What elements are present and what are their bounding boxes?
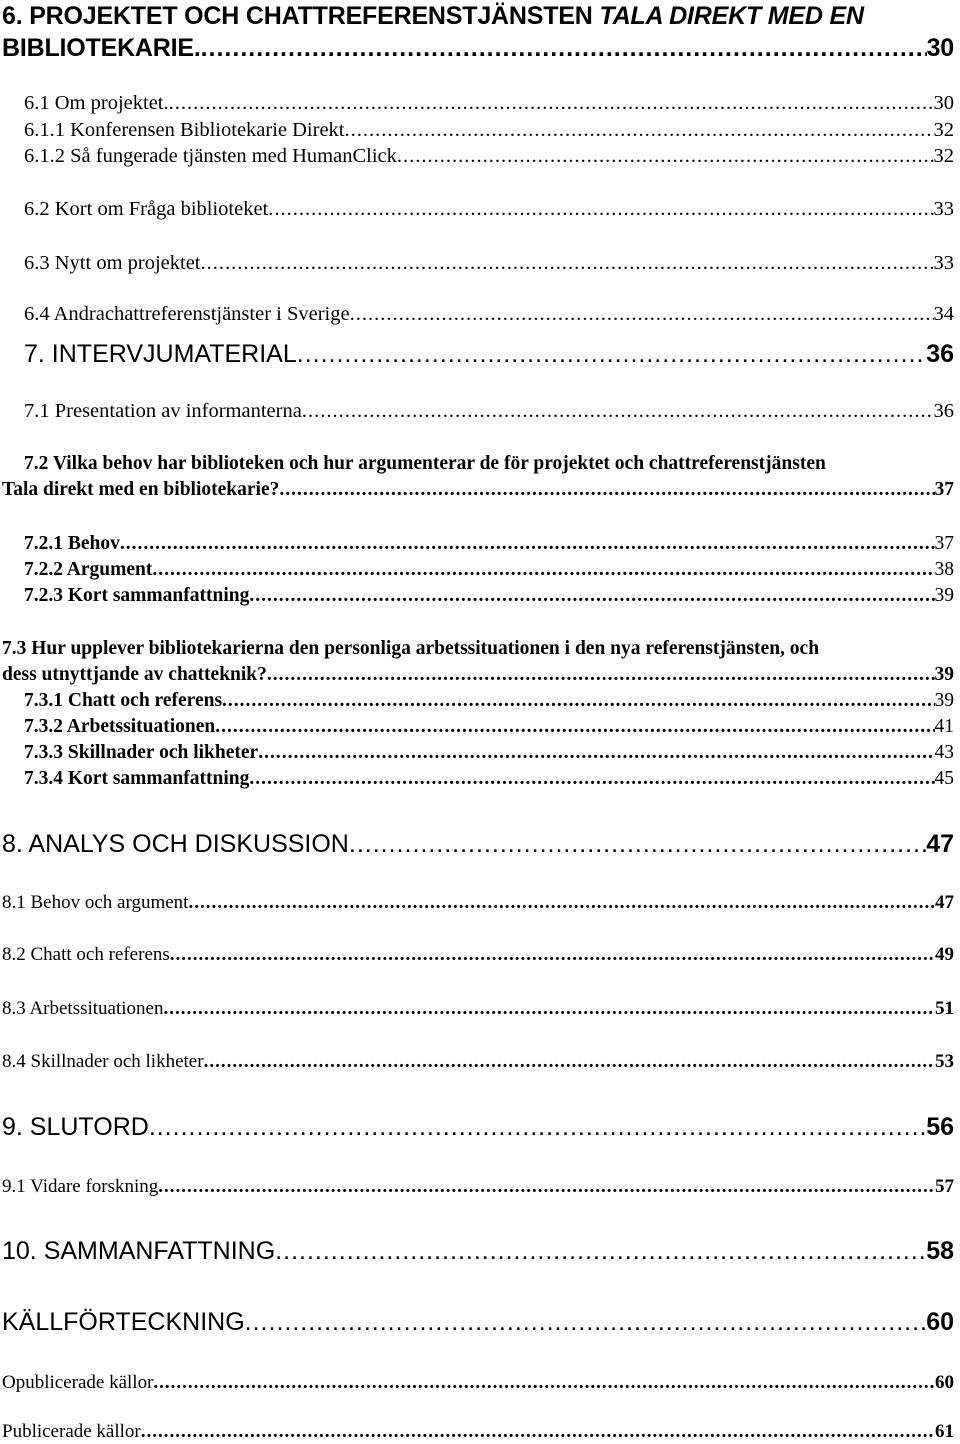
toc-heading-10[interactable] <box>2 1237 954 1266</box>
toc-entry-6-1[interactable] <box>2 92 954 115</box>
toc-page-number: 34 <box>933 303 954 325</box>
toc-entry-title: 7.1 Presentation av informanterna <box>24 400 302 422</box>
toc-page-number: 49 <box>935 944 954 965</box>
toc-page-number: 37 <box>934 533 954 554</box>
toc-leader <box>152 559 934 581</box>
toc-entry-8-2[interactable] <box>2 944 954 966</box>
toc-entry-title: 7.2.3 Kort sammanfattning <box>24 585 250 606</box>
toc-entry-title: 8.2 Chatt och referens <box>2 944 170 965</box>
toc-page-number: 51 <box>935 998 954 1019</box>
toc-leader <box>345 119 934 142</box>
toc-leader <box>201 34 927 63</box>
toc-entry-title: 6.2 Kort om Fråga biblioteket <box>24 198 269 220</box>
toc-page-number: 61 <box>935 1421 954 1442</box>
toc-entry-7-3[interactable] <box>2 638 954 686</box>
toc-leader <box>268 198 933 221</box>
toc-entry-7-3-4[interactable] <box>2 768 954 790</box>
toc-entry-opublicerade[interactable] <box>2 1372 954 1394</box>
toc-leader <box>222 690 934 712</box>
toc-heading-6-line1 <box>2 2 954 31</box>
toc-entry-title: 8. ANALYS OCH DISKUSSION <box>2 830 349 858</box>
toc-entry-title: 8.4 Skillnader och likheter <box>2 1051 204 1072</box>
toc-entry-6-3[interactable] <box>2 252 954 275</box>
toc-entry-title: Tala direkt med en bibliotekarie? <box>2 479 280 500</box>
toc-page-number: 60 <box>926 1308 954 1336</box>
toc-page-number: 39 <box>934 664 954 685</box>
toc-leader <box>350 303 934 326</box>
toc-page-number: 30 <box>926 34 954 62</box>
toc-entry-title: 9.1 Vidare forskning <box>2 1176 159 1197</box>
toc-page-number: 43 <box>934 742 954 763</box>
toc-page-number: 47 <box>935 892 954 913</box>
toc-entry-9-1[interactable] <box>2 1176 954 1198</box>
toc-page-number: 58 <box>926 1237 954 1265</box>
toc-entry-publicerade[interactable] <box>2 1421 954 1443</box>
toc-entry-7-2-1[interactable] <box>2 533 954 555</box>
toc-heading-9[interactable] <box>2 1113 954 1142</box>
toc-leader <box>158 1176 935 1198</box>
toc-leader <box>245 1308 927 1337</box>
toc-heading-kallforteckning[interactable] <box>2 1308 954 1337</box>
toc-leader <box>188 892 935 914</box>
toc-entry-7-2-line1: 7.2 Vilka behov har biblioteken och hur argumenterar de för projektet och chattreferenstjänsten <box>24 453 826 474</box>
toc-leader <box>297 340 926 369</box>
toc-page-number: 45 <box>934 768 954 789</box>
toc-entry-7-3-line1: 7.3 Hur upplever bibliotekarierna den personliga arbetssituationen i den nya referenstjänsten, och <box>2 638 820 659</box>
toc-leader <box>249 768 934 790</box>
toc-page-number: 33 <box>933 198 954 220</box>
toc-entry-title: 8.3 Arbetssituationen <box>2 998 164 1019</box>
toc-leader <box>120 533 935 555</box>
toc-heading-8[interactable] <box>2 830 954 859</box>
toc-page-number: 32 <box>933 119 954 141</box>
toc-entry-7-1[interactable] <box>2 400 954 423</box>
toc-entry-title: 10. SAMMANFATTNING <box>2 1237 276 1265</box>
toc-page-number: 47 <box>926 830 954 858</box>
toc-entry-7-2[interactable] <box>2 453 954 501</box>
toc-entry-6-1-1[interactable] <box>2 119 954 142</box>
toc-entry-7-2-3[interactable] <box>2 585 954 607</box>
toc-entry-7-2-2[interactable] <box>2 559 954 581</box>
toc-leader <box>279 479 934 501</box>
toc-page-number: 37 <box>934 479 954 500</box>
toc-page-number: 39 <box>934 585 954 606</box>
toc-entry-title: 6.1.2 Så fungerade tjänsten med HumanClick <box>24 145 397 167</box>
toc-entry-7-3-3[interactable] <box>2 742 954 764</box>
toc-page-number: 36 <box>933 400 954 422</box>
toc-entry-title: 7.2.1 Behov <box>24 533 120 554</box>
toc-leader <box>163 998 935 1020</box>
toc-entry-title: 6.1.1 Konferensen Bibliotekarie Direkt <box>24 119 345 141</box>
toc-leader <box>267 664 935 686</box>
toc-entry-title: 7.3.3 Skillnader och likheter <box>24 742 259 763</box>
toc-page-number: 56 <box>926 1113 954 1141</box>
toc-entry-title: KÄLLFÖRTECKNING <box>2 1308 245 1336</box>
toc-entry-6-4[interactable] <box>2 303 954 326</box>
toc-page-number: 60 <box>935 1372 954 1393</box>
toc-entry-title: BIBLIOTEKARIE. <box>2 34 201 62</box>
toc-page-number: 57 <box>935 1176 954 1197</box>
toc-entry-title: 7.2.2 Argument <box>24 559 153 580</box>
toc-leader <box>349 830 926 859</box>
toc-heading-6-title-italic: TALA DIREKT MED EN <box>599 2 864 30</box>
toc-leader <box>249 585 934 607</box>
toc-heading-6-line2 <box>2 34 954 63</box>
toc-entry-title: 7. INTERVJUMATERIAL <box>24 340 297 368</box>
toc-page-number: 38 <box>934 559 954 580</box>
toc-leader <box>169 92 934 115</box>
toc-entry-title: 7.3.4 Kort sammanfattning <box>24 768 250 789</box>
toc-page-number: 33 <box>933 252 954 274</box>
toc-page-number: 36 <box>926 340 954 368</box>
toc-entry-title: Opublicerade källor <box>2 1372 154 1393</box>
toc-leader <box>215 716 934 738</box>
toc-entry-title: 9. SLUTORD <box>2 1113 149 1141</box>
toc-leader <box>397 145 934 168</box>
toc-entry-title: 7.3.1 Chatt och referens <box>24 690 223 711</box>
toc-leader <box>275 1237 926 1266</box>
toc-leader <box>141 1421 935 1443</box>
toc-leader <box>302 400 934 423</box>
toc-entry-7-3-1[interactable] <box>2 690 954 712</box>
toc-page-number: 39 <box>934 690 954 711</box>
toc-leader <box>258 742 934 764</box>
toc-leader <box>201 252 934 275</box>
toc-entry-title: Publicerade källor <box>2 1421 141 1442</box>
toc-entry-title: 8.1 Behov och argument <box>2 892 189 913</box>
toc-heading-6[interactable] <box>2 2 954 63</box>
toc-page-number: 32 <box>933 145 954 167</box>
toc-entry-title: 6.4 Andrachattreferenstjänster i Sverige <box>24 303 350 325</box>
toc-entry-8-4[interactable] <box>2 1051 954 1073</box>
toc-heading-7[interactable] <box>2 340 954 369</box>
toc-entry-7-2-line2 <box>2 479 954 501</box>
toc-entry-title: 6.1 Om projektet. <box>24 92 169 114</box>
toc-leader <box>204 1051 935 1073</box>
toc-entry-title: dess utnyttjande av chatteknik? <box>2 664 267 685</box>
toc-entry-8-3[interactable] <box>2 998 954 1020</box>
toc-entry-8-1[interactable] <box>2 892 954 914</box>
toc-page-number: 41 <box>934 716 954 737</box>
toc-entry-title: 7.3.2 Arbetssituationen <box>24 716 216 737</box>
toc-entry-6-1-2[interactable] <box>2 145 954 168</box>
toc-entry-7-3-2[interactable] <box>2 716 954 738</box>
toc-leader <box>153 1372 935 1394</box>
toc-leader <box>149 1113 926 1142</box>
toc-entry-title: 6.3 Nytt om projektet <box>24 252 201 274</box>
toc-entry-7-3-line2 <box>2 664 954 686</box>
toc-heading-6-title-start: 6. PROJEKTET OCH CHATTREFERENSTJÄNSTEN <box>2 2 600 30</box>
toc-page-number: 53 <box>935 1051 954 1072</box>
toc-page-number: 30 <box>933 92 954 114</box>
toc-leader <box>170 944 935 966</box>
toc-entry-6-2[interactable] <box>2 198 954 221</box>
